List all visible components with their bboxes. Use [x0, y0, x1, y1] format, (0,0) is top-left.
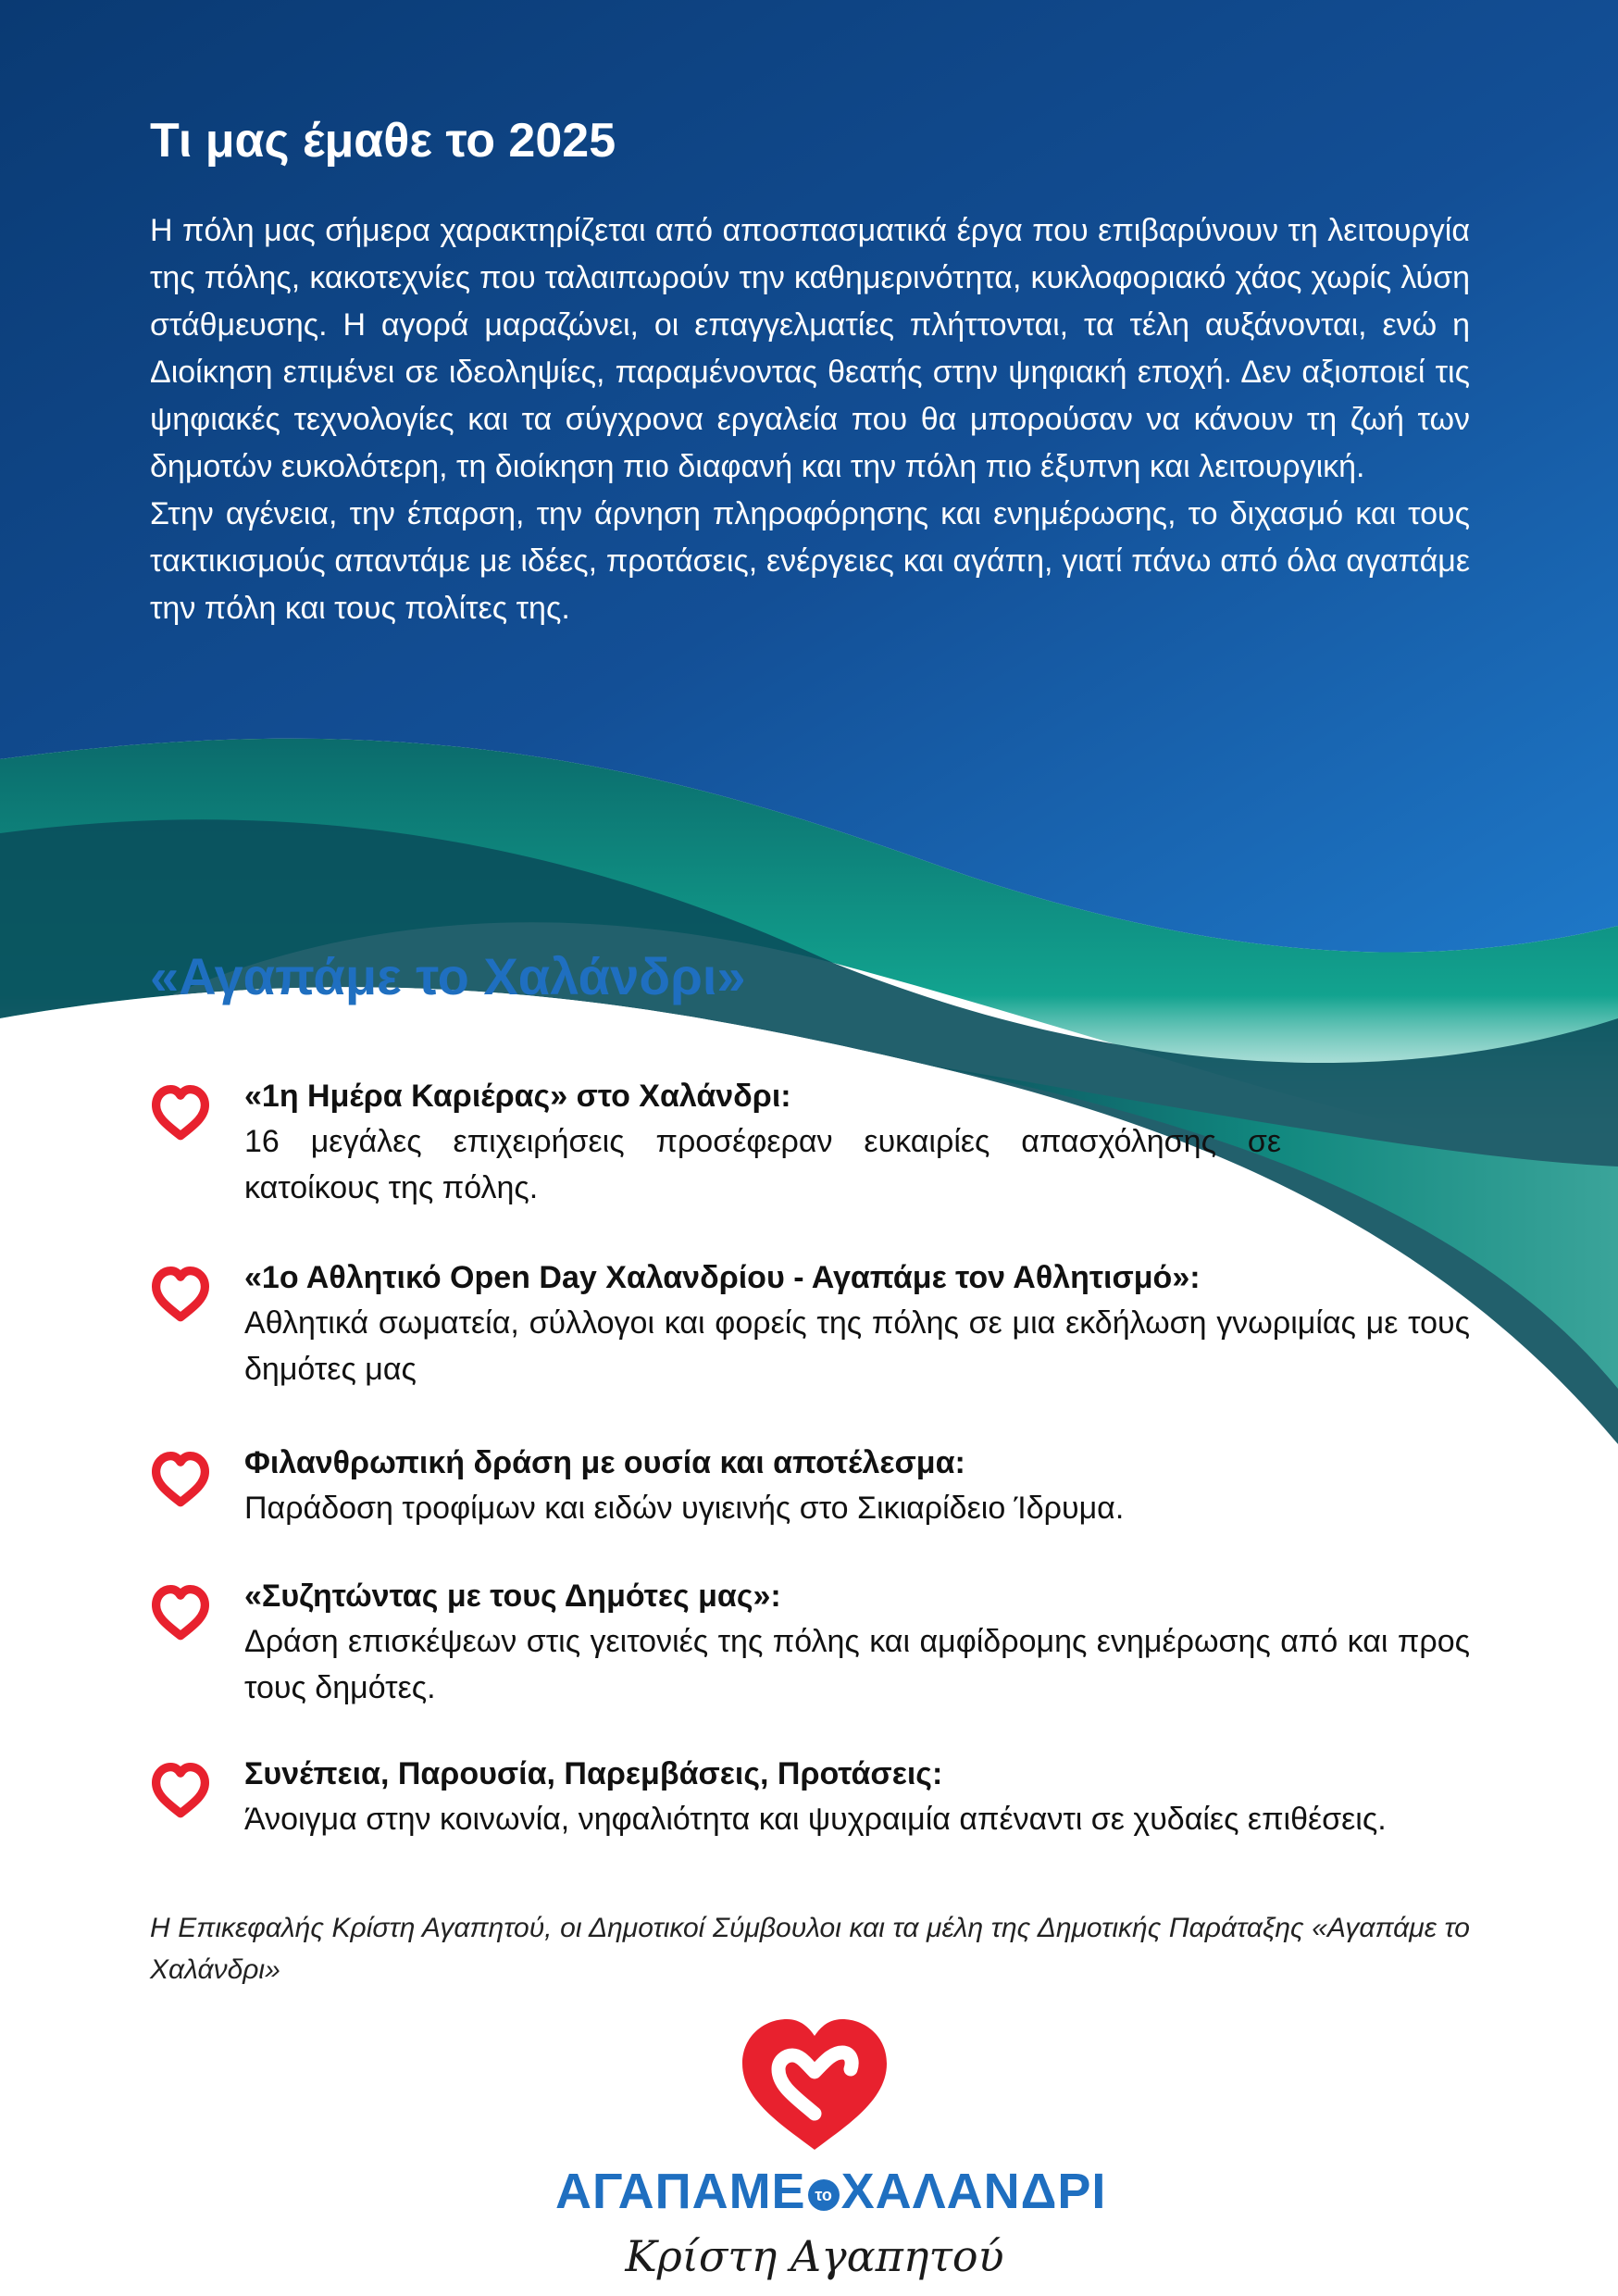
item-title: Φιλανθρωπική δράση με ουσία και αποτέλεσμα: [244, 1445, 965, 1480]
item-title: Συνέπεια, Παρουσία, Παρεμβάσεις, Προτάσεις: [244, 1756, 943, 1791]
list-item [150, 1255, 1470, 1392]
logo-heart-icon [731, 2011, 898, 2164]
item-description: Άνοιγμα στην κοινωνία, νηφαλιότητα και ψυχραιμία απέναντι σε χυδαίες επιθέσεις. [244, 1802, 1387, 1838]
intro-paragraph: Στην αγένεια, την έπαρση, την άρνηση πληροφόρησης και ενημέρωσης, το διχασμό και τους τακτικισμούς απαντάμε με ιδέες, προτάσεις, ενέργειες και αγάπη, γιατί πάνω από όλα αγαπάμε την πόλη και τους πολίτες της. [150, 496, 1470, 626]
item-title: «1η Ημέρα Καριέρας» στο Χαλάνδρι: [244, 1079, 791, 1114]
heart-icon [150, 1265, 211, 1326]
list-item [150, 1441, 1470, 1532]
list-item [150, 1074, 1470, 1211]
heart-icon [150, 1083, 211, 1144]
item-description: 16 μεγάλες επιχειρήσεις προσέφεραν ευκαιρίες απασχόλησης σε κατοίκους της πόλης. [244, 1124, 1281, 1205]
logo-wordmark [555, 2163, 1107, 2220]
item-description: Αθλητικά σωματεία, σύλλογοι και φορείς της πόλης σε μια εκδήλωση γνωριμίας με τους δημότες μας [244, 1305, 1470, 1387]
logo-connector: το [808, 2179, 840, 2211]
signature-text: Η Επικεφαλής Κρίστη Αγαπητού, οι Δημοτικοί Σύμβουλοι και τα μέλη της Δημοτικής Παράταξης «Αγαπάμε το Χαλάνδρι» [150, 1913, 1470, 1985]
list-item [150, 1574, 1470, 1711]
item-title: «1ο Αθλητικό Open Day Χαλανδρίου - Αγαπάμε τον Αθλητισμό»: [244, 1260, 1201, 1295]
item-description: Παράδοση τροφίμων και ειδών υγιεινής στο Σικιαρίδειο Ίδρυμα. [244, 1491, 1125, 1527]
item-title: «Συζητώντας με τους Δημότες μας»: [244, 1578, 781, 1614]
heart-icon [150, 1583, 211, 1644]
page-title: Τι μας έμαθε το 2025 [150, 114, 616, 168]
list-item [150, 1752, 1470, 1843]
heart-icon [150, 1761, 211, 1822]
section-title: «Αγαπάμε το Χαλάνδρι» [150, 947, 746, 1005]
intro-paragraph: Η πόλη μας σήμερα χαρακτηρίζεται από αποσπασματικά έργα που επιβαρύνουν τη λειτουργία της πόλης, κακοτεχνίες που ταλαιπωρούν την καθημερινότητα, κυκλοφοριακό χάος χωρίς λύση στάθμευσης. Η αγορά μαραζώνει, οι επαγγελματίες πλήττονται, τα τέλη αυξάνονται, ενώ η Διοίκηση επιμένει σε ιδεοληψίες, παραμένοντας θεατής στην ψηφιακή εποχή. Δεν αξιοποιεί τις ψηφιακές τεχνολογίες και τα σύγχρονα εργαλεία που θα μπορούσαν να κάνουν τη ζωή των δημοτών ευκολότερη, τη διοίκηση πιο διαφανή και την πόλη πιο έξυπνη και λειτουργική. [150, 213, 1470, 484]
logo-word: ΧΑΛΑΝΔΡΙ [840, 2164, 1107, 2219]
item-description: Δράση επισκέψεων στις γειτονιές της πόλης και αμφίδρομης ενημέρωσης από και προς τους δημότες. [244, 1624, 1470, 1705]
logo-script-name: Κρίστη Αγαπητού [625, 2231, 1004, 2281]
intro-text [150, 207, 1470, 632]
logo-word: ΑΓΑΠΑΜΕ [555, 2164, 806, 2219]
heart-icon [150, 1450, 211, 1511]
